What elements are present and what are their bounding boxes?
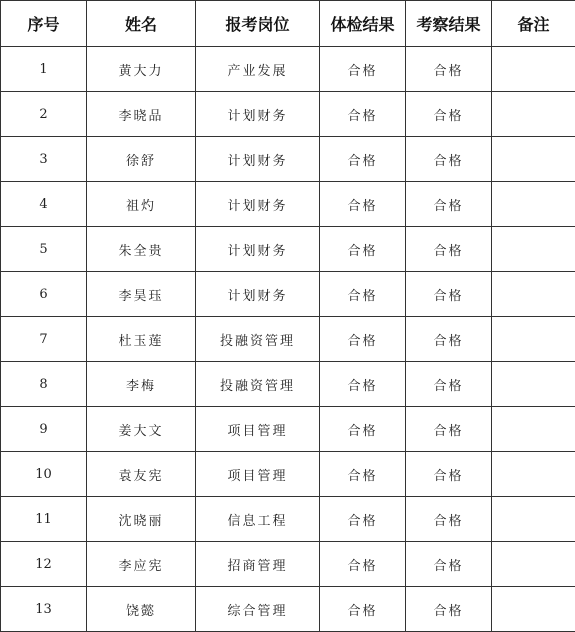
cell-no: 1	[1, 47, 87, 92]
cell-physical-result: 合格	[320, 227, 406, 272]
cell-name: 朱全贵	[87, 227, 196, 272]
table-row	[1, 452, 575, 497]
cell-physical-result: 合格	[320, 407, 406, 452]
cell-post: 投融资管理	[196, 317, 320, 362]
cell-post: 计划财务	[196, 272, 320, 317]
cell-post: 招商管理	[196, 542, 320, 587]
cell-post: 产业发展	[196, 47, 320, 92]
table-row	[1, 362, 575, 407]
cell-post: 计划财务	[196, 227, 320, 272]
cell-physical-result: 合格	[320, 47, 406, 92]
cell-inspection-result: 合格	[406, 47, 492, 92]
cell-name: 黄大力	[87, 47, 196, 92]
cell-name: 杜玉莲	[87, 317, 196, 362]
table-row	[1, 587, 575, 632]
cell-physical-result: 合格	[320, 362, 406, 407]
cell-no: 12	[1, 542, 87, 587]
cell-physical-result: 合格	[320, 182, 406, 227]
cell-remark	[492, 317, 575, 362]
table-row	[1, 317, 575, 362]
header-row	[1, 1, 575, 47]
header-no: 序号	[1, 1, 87, 47]
cell-remark	[492, 497, 575, 542]
cell-name: 姜大文	[87, 407, 196, 452]
cell-physical-result: 合格	[320, 452, 406, 497]
cell-inspection-result: 合格	[406, 497, 492, 542]
cell-remark	[492, 92, 575, 137]
cell-post: 计划财务	[196, 182, 320, 227]
cell-inspection-result: 合格	[406, 452, 492, 497]
cell-post: 综合管理	[196, 587, 320, 632]
cell-inspection-result: 合格	[406, 92, 492, 137]
cell-remark	[492, 47, 575, 92]
table-header	[1, 1, 575, 47]
cell-inspection-result: 合格	[406, 317, 492, 362]
cell-no: 4	[1, 182, 87, 227]
cell-inspection-result: 合格	[406, 137, 492, 182]
cell-no: 5	[1, 227, 87, 272]
cell-name: 徐舒	[87, 137, 196, 182]
cell-remark	[492, 137, 575, 182]
table-row	[1, 272, 575, 317]
header-inspection-result: 考察结果	[406, 1, 492, 47]
cell-remark	[492, 542, 575, 587]
cell-inspection-result: 合格	[406, 587, 492, 632]
table-row	[1, 542, 575, 587]
table-body	[1, 47, 575, 632]
cell-physical-result: 合格	[320, 542, 406, 587]
cell-no: 10	[1, 452, 87, 497]
cell-post: 计划财务	[196, 92, 320, 137]
cell-no: 7	[1, 317, 87, 362]
cell-inspection-result: 合格	[406, 542, 492, 587]
cell-no: 11	[1, 497, 87, 542]
cell-name: 祖灼	[87, 182, 196, 227]
cell-remark	[492, 407, 575, 452]
cell-no: 9	[1, 407, 87, 452]
cell-remark	[492, 362, 575, 407]
cell-name: 李应宪	[87, 542, 196, 587]
cell-inspection-result: 合格	[406, 182, 492, 227]
cell-remark	[492, 182, 575, 227]
header-physical-result: 体检结果	[320, 1, 406, 47]
cell-physical-result: 合格	[320, 497, 406, 542]
cell-inspection-result: 合格	[406, 362, 492, 407]
cell-inspection-result: 合格	[406, 272, 492, 317]
cell-no: 8	[1, 362, 87, 407]
cell-name: 沈晓丽	[87, 497, 196, 542]
cell-no: 2	[1, 92, 87, 137]
cell-name: 袁友宪	[87, 452, 196, 497]
table-row	[1, 497, 575, 542]
cell-remark	[492, 587, 575, 632]
table-row	[1, 92, 575, 137]
cell-post: 投融资管理	[196, 362, 320, 407]
cell-remark	[492, 452, 575, 497]
header-name: 姓名	[87, 1, 196, 47]
table-row	[1, 47, 575, 92]
cell-physical-result: 合格	[320, 92, 406, 137]
cell-name: 李梅	[87, 362, 196, 407]
cell-name: 李昊珏	[87, 272, 196, 317]
header-post: 报考岗位	[196, 1, 320, 47]
table-row	[1, 182, 575, 227]
cell-no: 3	[1, 137, 87, 182]
cell-physical-result: 合格	[320, 317, 406, 362]
cell-name: 饶懿	[87, 587, 196, 632]
cell-inspection-result: 合格	[406, 227, 492, 272]
cell-inspection-result: 合格	[406, 407, 492, 452]
cell-physical-result: 合格	[320, 587, 406, 632]
cell-remark	[492, 227, 575, 272]
table-row	[1, 407, 575, 452]
cell-post: 信息工程	[196, 497, 320, 542]
cell-physical-result: 合格	[320, 137, 406, 182]
cell-name: 李晓品	[87, 92, 196, 137]
header-remark: 备注	[492, 1, 575, 47]
cell-post: 计划财务	[196, 137, 320, 182]
cell-no: 6	[1, 272, 87, 317]
cell-remark	[492, 272, 575, 317]
table-row	[1, 137, 575, 182]
cell-post: 项目管理	[196, 452, 320, 497]
cell-post: 项目管理	[196, 407, 320, 452]
cell-no: 13	[1, 587, 87, 632]
cell-physical-result: 合格	[320, 272, 406, 317]
table-row	[1, 227, 575, 272]
